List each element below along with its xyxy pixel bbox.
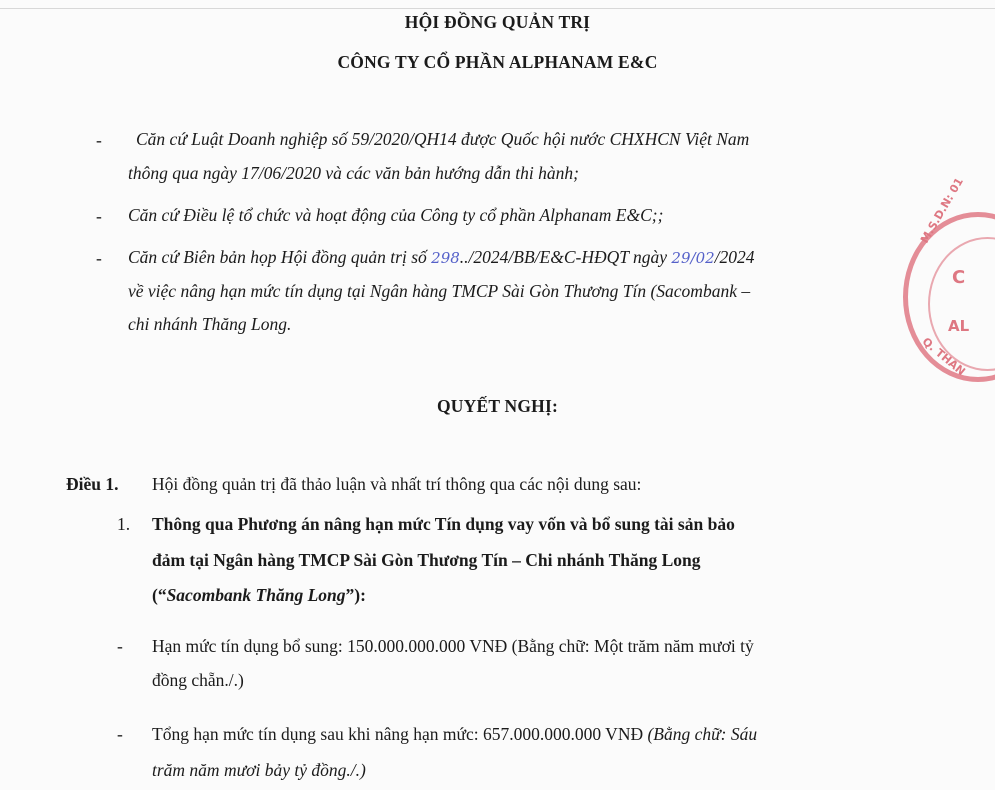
company-seal-stamp: [903, 175, 995, 382]
item-1-number: 1.: [117, 514, 131, 534]
resolution-heading: QUYẾT NGHỊ:: [437, 396, 558, 416]
point-2-text: Tổng hạn mức tín dụng sau khi nâng hạn mức: 657.000.000.000 VNĐ: [152, 724, 648, 744]
seal-text-top: M.S.D.N: 01: [918, 175, 966, 246]
point-2-line2: trăm năm mươi bảy tỷ đồng./.): [152, 760, 366, 780]
point-2-words-a: (Bằng chữ: Sáu: [647, 724, 758, 744]
basis-3-text-b: ../2024/BB/E&C-HĐQT ngày: [459, 247, 672, 267]
seal-text-c: C: [952, 267, 966, 288]
company-title: CÔNG TY CỔ PHẦN ALPHANAM E&C: [337, 52, 658, 72]
board-title: HỘI ĐỒNG QUẢN TRỊ: [404, 12, 591, 32]
handwritten-date: 29/02: [671, 249, 715, 267]
article-1-label: Điều 1.: [66, 474, 119, 494]
basis-3-line2: về việc nâng hạn mức tín dụng tại Ngân hàng TMCP Sài Gòn Thương Tín (Sacombank –: [128, 281, 751, 301]
basis-3-dash: -: [96, 248, 102, 268]
page-top-edge: [0, 8, 995, 9]
item-1-quote-close: ”):: [345, 585, 366, 605]
seal-text-bottom: Q. THAN: [919, 335, 968, 379]
basis-2-dash: -: [96, 206, 102, 226]
basis-3-line1: [128, 242, 755, 274]
handwritten-minutes-number: 298: [431, 249, 460, 267]
point-2-dash: -: [117, 724, 123, 744]
seal-text-al: AL: [948, 317, 970, 335]
basis-1-line1: Căn cứ Luật Doanh nghiệp số 59/2020/QH14 được Quốc hội nước CHXHCN Việt Nam: [136, 129, 750, 149]
point-1-line2: đồng chẵn./.): [152, 670, 244, 690]
point-1-line1: Hạn mức tín dụng bổ sung: 150.000.000.000 VNĐ (Bằng chữ: Một trăm năm mươi tỷ: [152, 636, 754, 656]
basis-3-line3: chi nhánh Thăng Long.: [128, 314, 292, 334]
item-1-shortname: Sacombank Thăng Long: [166, 585, 346, 605]
basis-1-line2: thông qua ngày 17/06/2020 và các văn bản hướng dẫn thi hành;: [128, 163, 579, 183]
basis-3-text-a: Căn cứ Biên bản họp Hội đồng quản trị số: [128, 247, 432, 267]
point-1-dash: -: [117, 636, 123, 656]
item-1-line3: [152, 577, 366, 613]
basis-3-text-c: /2024: [714, 247, 755, 267]
point-2-line1: [152, 716, 757, 752]
item-1-quote-open: (“: [152, 585, 167, 605]
article-1-intro: Hội đồng quản trị đã thảo luận và nhất trí thông qua các nội dung sau:: [152, 474, 642, 494]
basis-1-dash: -: [96, 130, 102, 150]
basis-2-line1: Căn cứ Điều lệ tổ chức và hoạt động của Công ty cổ phần Alphanam E&C;;: [128, 205, 664, 225]
item-1-line2: đảm tại Ngân hàng TMCP Sài Gòn Thương Tín – Chi nhánh Thăng Long: [152, 550, 701, 570]
item-1-line1: Thông qua Phương án nâng hạn mức Tín dụng vay vốn và bổ sung tài sản bảo: [152, 514, 735, 534]
